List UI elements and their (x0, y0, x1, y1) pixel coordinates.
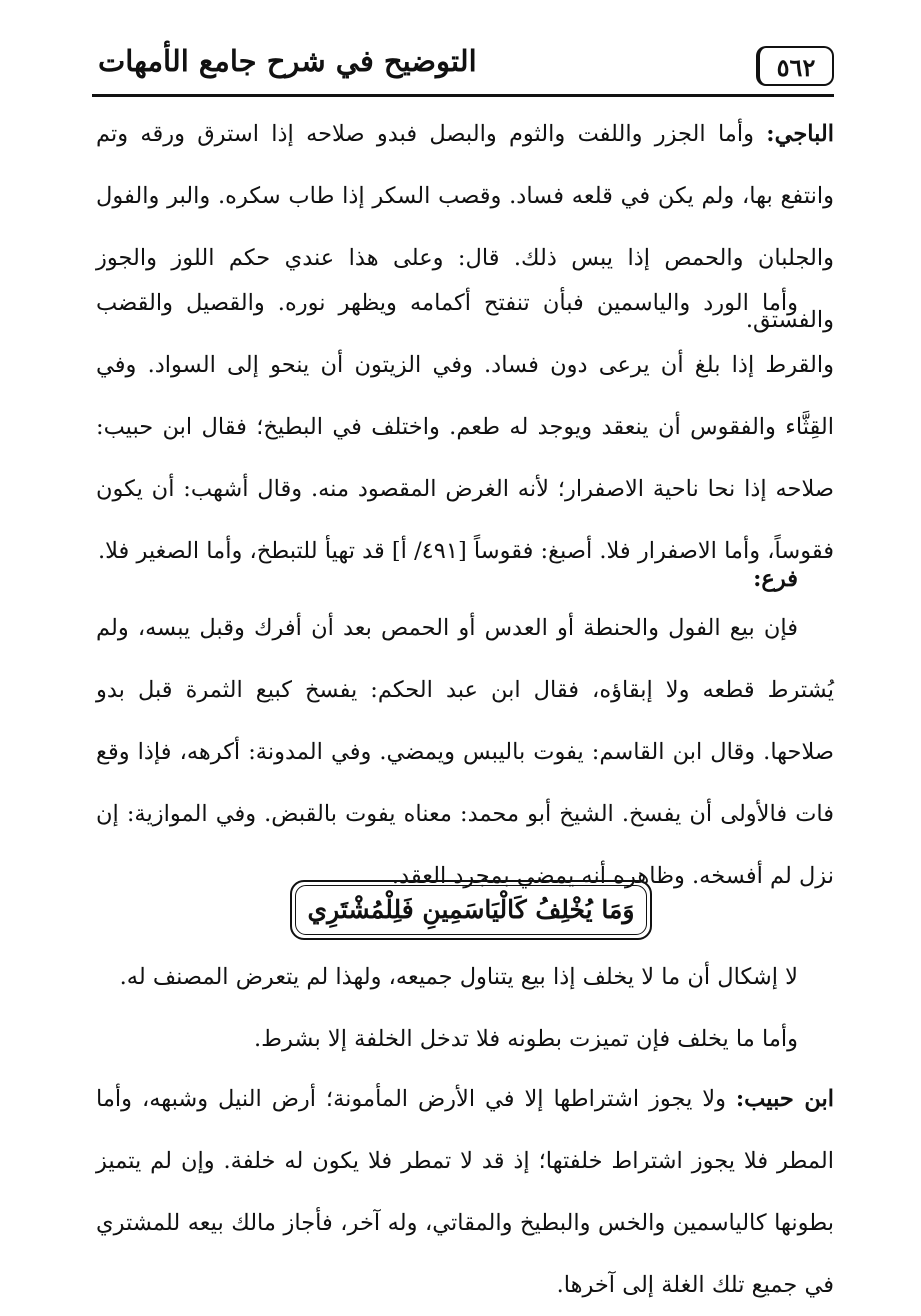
speaker-label: ابن حبيب: (735, 1086, 834, 1112)
paragraph-text: وأما الجزر واللفت والثوم والبصل فبدو صلاحه إذا استرق ورقه وتم وانتفع بها، ولم يكن في قلعه فساد. وقصب السكر إذا طاب سكره. والبر والفول والجلبان والحمص إذا يبس ذلك. قال: وعلى هذا عندي حكم اللوز والجوز والفستق. (96, 121, 834, 333)
paragraph-ibn-habib (96, 1068, 834, 1316)
speaker-label: الباجي: (766, 121, 834, 147)
paragraph-ward (96, 272, 834, 582)
commentary-line-2 (96, 1008, 834, 1070)
paragraph-text: ولا يجوز اشتراطها إلا في الأرض المأمونة؛ أرض النيل وشبهه، وأما المطر فلا يجوز اشتراط خلفتها؛ إذ قد لا تمطر فلا يكون له خلفة. وإن لم يتميز بطونها كالياسمين والخس والبطيخ والمقاتي، وله آخر، فأجاز مالك بيعه للمشتري في جميع تلك الغلة إلى آخرها. (96, 1086, 834, 1298)
paragraph-text: وأما الورد والياسمين فبأن تنفتح أكمامه ويظهر نوره. والقصيل والقضب والقرط إذا بلغ أن يرعى دون فساد. وفي الزيتون أن ينحو إلى السواد. وفي القِثَّاء والفقوس أن ينعقد ويوجد له طعم. واختلف في البطيخ؛ فقال ابن حبيب: صلاحه إذا نحا ناحية الاصفرار؛ لأنه الغرض المقصود منه. وقال أشهب: أن يكون فقوساً، وأما الاصفرار فلا. أصبغ: فقوساً [٤٩١/ أ] قد تهيأ للتبطخ، وأما الصغير فلا. (96, 290, 834, 564)
paragraph-text: وأما ما يخلف فإن تميزت بطونه فلا تدخل الخلفة إلا بشرط. (254, 1026, 798, 1052)
matn-text: وَمَا يُخْلِفُ كَالْيَاسَمِينِ فَلِلْمُشْتَرِي (307, 895, 635, 924)
paragraph-text: فإن بيع الفول والحنطة أو العدس أو الحمص بعد أن أفرك وقبل يبسه، ولم يُشترط قطعه ولا إبقاؤه، فقال ابن عبد الحكم: يفسخ كبيع الثمرة قبل بدو صلاحها. وقال ابن القاسم: يفوت باليبس ويمضي. وفي المدونة: أكرهه، فإذا وقع فات فالأولى أن يفسخ. الشيخ أبو محمد: معناه يفوت بالقبض. وفي الموازية: إن نزل لم أفسخه. وظاهره أنه يمضي بمجرد العقد. (96, 615, 834, 889)
matn-box (290, 880, 652, 940)
commentary-line-1 (96, 946, 834, 1008)
far-title: فرع: (753, 566, 798, 592)
page-number: ٥٦٢ (756, 46, 834, 86)
running-title: التوضيح في شرح جامع الأمهات (98, 44, 477, 78)
paragraph-text: لا إشكال أن ما لا يخلف إذا بيع يتناول جميعه، ولهذا لم يتعرض المصنف له. (119, 964, 798, 990)
paragraph-far (96, 597, 834, 907)
page-header (92, 38, 834, 97)
